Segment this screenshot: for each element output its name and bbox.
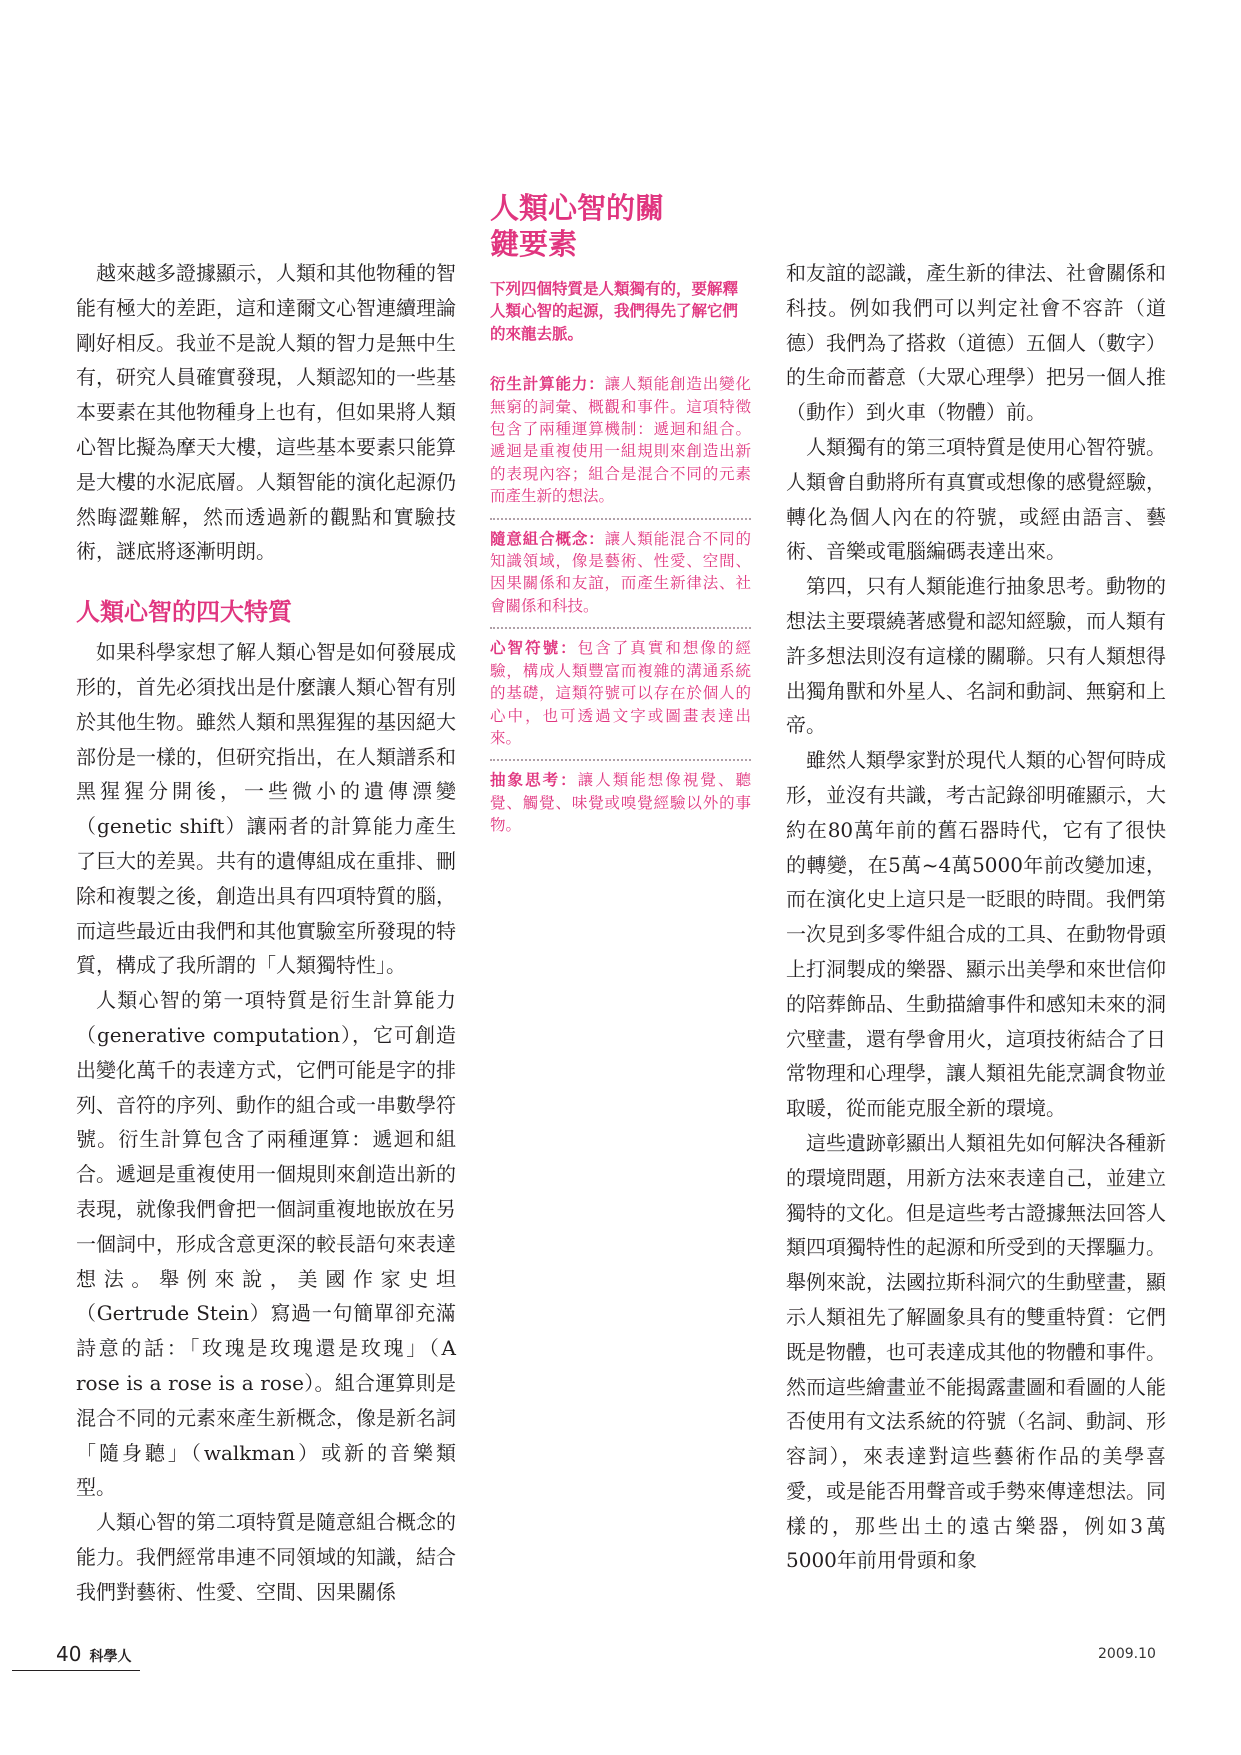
sidebar-title: 人類心智的關鍵要素	[490, 191, 665, 261]
paragraph: 這些遺跡彰顯出人類祖先如何解決各種新的環境問題，用新方法來表達自己，並建立獨特的文化。但是這些考古證據無法回答人類四項獨特性的起源和所受到的天擇驅力。舉例來說，法國拉斯科洞穴的生動壁畫，顯示人類祖先了解圖象具有的雙重特質：它們既是物體，也可表達成其他的物體和事件。然而這些繪畫並不能揭露畫圖和看圖的人能否使用有文法系統的符號（名詞、動詞、形容詞），來表達對這些藝術作品的美學喜愛，或是能否用聲音或手勢來傳達想法。同樣的，那些出土的遠古樂器，例如3萬5000年前用骨頭和象	[786, 1130, 1166, 1573]
paragraph: 如果科學家想了解人類心智是如何發展成形的，首先必須找出是什麼讓人類心智有別於其他生物。雖然人類和黑猩猩的基因絕大部份是一樣的，但研究指出，在人類譜系和黑猩猩分開後，一些微小的遺傳漂變（genetic shift）讓兩者的計算能力產生了巨大的差異。共有的遺傳組成在重排、刪除和複製之後，創造出具有四項特質的腦，而這些最近由我們和其他實驗室所發現的特質，構成了我所謂的「人類獨特性」。	[76, 640, 456, 978]
item-term: 衍生計算能力：	[490, 375, 605, 394]
paragraph: 人類獨有的第三項特質是使用心智符號。人類會自動將所有真實或想像的感覺經驗，轉化為個人內在的符號，或經由語言、藝術、音樂或電腦編碼表達出來。	[786, 434, 1166, 564]
folio	[12, 1642, 140, 1671]
sidebar-item	[490, 365, 751, 519]
sidebar-item	[490, 520, 751, 630]
paragraph: 越來越多證據顯示，人類和其他物種的智能有極大的差距，這和達爾文心智連續理論剛好相反。我並不是說人類的智力是無中生有，研究人員確實發現，人類認知的一些基本要素在其他物種身上也有，但如果將人類心智比擬為摩天大樓，這些基本要素只能算是大樓的水泥底層。人類智能的演化起源仍然晦澀難解，然而透過新的觀點和實驗技術，謎底將逐漸明朗。	[76, 261, 456, 564]
paragraph: 人類心智的第一項特質是衍生計算能力（generative computation），它可創造出變化萬千的表達方式，它們可能是字的排列、音符的序列、動作的組合或一串數學符號。衍生計算包含了兩種運算：遞迴和組合。遞迴是重複使用一個規則來創造出新的表現，就像我們會把一個詞重複地嵌放在另一個詞中，形成含意更深的較長語句來表達想法。舉例來說，美國作家史坦（Gertrude Stein）寫過一句簡單卻充滿詩意的話：「玫瑰是玫瑰還是玫瑰」（A rose is a rose is a rose）。組合運算則是混合不同的元素來產生新概念，像是新名詞「隨身聽」（walkman）或新的音樂類型。	[76, 988, 456, 1500]
item-text: 讓人類能創造出變化無窮的詞彙、概觀和事件。這項特徵包含了兩種運算機制：遞迴和組合。遞迴是重複使用一組規則來創造出新的表現內容；組合是混合不同的元素而產生新的想法。	[490, 375, 751, 506]
issue-date: 2009.10	[1098, 1646, 1156, 1662]
page-number: 40	[56, 1642, 82, 1666]
sidebar-intro: 下列四個特質是人類獨有的，要解釋人類心智的起源，我們得先了解它們的來龍去脈。	[490, 280, 739, 343]
sidebar-box	[490, 190, 751, 847]
item-text: 包含了真實和想像的經驗，構成人類豐富而複雜的溝通系統的基礎，這類符號可以存在於個人的心中，也可透過文字或圖畫表達出來。	[490, 639, 751, 747]
sidebar-item	[490, 629, 751, 761]
paragraph: 和友誼的認識，產生新的律法、社會關係和科技。例如我們可以判定社會不容許（道德）我們為了搭救（道德）五個人（數字）的生命而蓄意（大眾心理學）把另一個人推（動作）到火車（物體）前。	[786, 261, 1166, 425]
paragraph: 人類心智的第二項特質是隨意組合概念的能力。我們經常串連不同領域的知識，結合我們對藝術、性愛、空間、因果關係	[76, 1510, 456, 1604]
item-term: 隨意組合概念：	[490, 529, 605, 548]
sidebar-item	[490, 761, 751, 846]
item-term: 心智符號：	[490, 639, 578, 658]
item-text: 讓人類能想像視覺、聽覺、觸覺、味覺或嗅覺經驗以外的事物。	[490, 771, 751, 835]
item-text: 讓人類能混合不同的知識領域，像是藝術、性愛、空間、因果關係和友誼，而產生新律法、社會關係和科技。	[490, 529, 751, 615]
left-column	[76, 256, 456, 1609]
section-heading: 人類心智的四大特質	[76, 598, 292, 627]
magazine-name: 科學人	[89, 1649, 132, 1665]
right-column	[786, 256, 1166, 1578]
paragraph: 第四，只有人類能進行抽象思考。動物的想法主要環繞著感覺和認知經驗，而人類有許多想法則沒有這樣的關聯。只有人類想得出獨角獸和外星人、名詞和動詞、無窮和上帝。	[786, 574, 1166, 738]
paragraph: 雖然人類學家對於現代人類的心智何時成形，並沒有共識，考古記錄卻明確顯示，大約在80萬年前的舊石器時代，它有了很快的轉變，在5萬~4萬5000年前改變加速，而在演化史上這只是一眨眼的時間。我們第一次見到多零件組合成的工具、在動物骨頭上打洞製成的樂器、顯示出美學和來世信仰的陪葬飾品、生動描繪事件和感知未來的洞穴壁畫，還有學會用火，這項技術結合了日常物理和心理學，讓人類祖先能烹調食物並取暖，從而能克服全新的環境。	[786, 748, 1166, 1121]
item-term: 抽象思考：	[490, 771, 578, 790]
